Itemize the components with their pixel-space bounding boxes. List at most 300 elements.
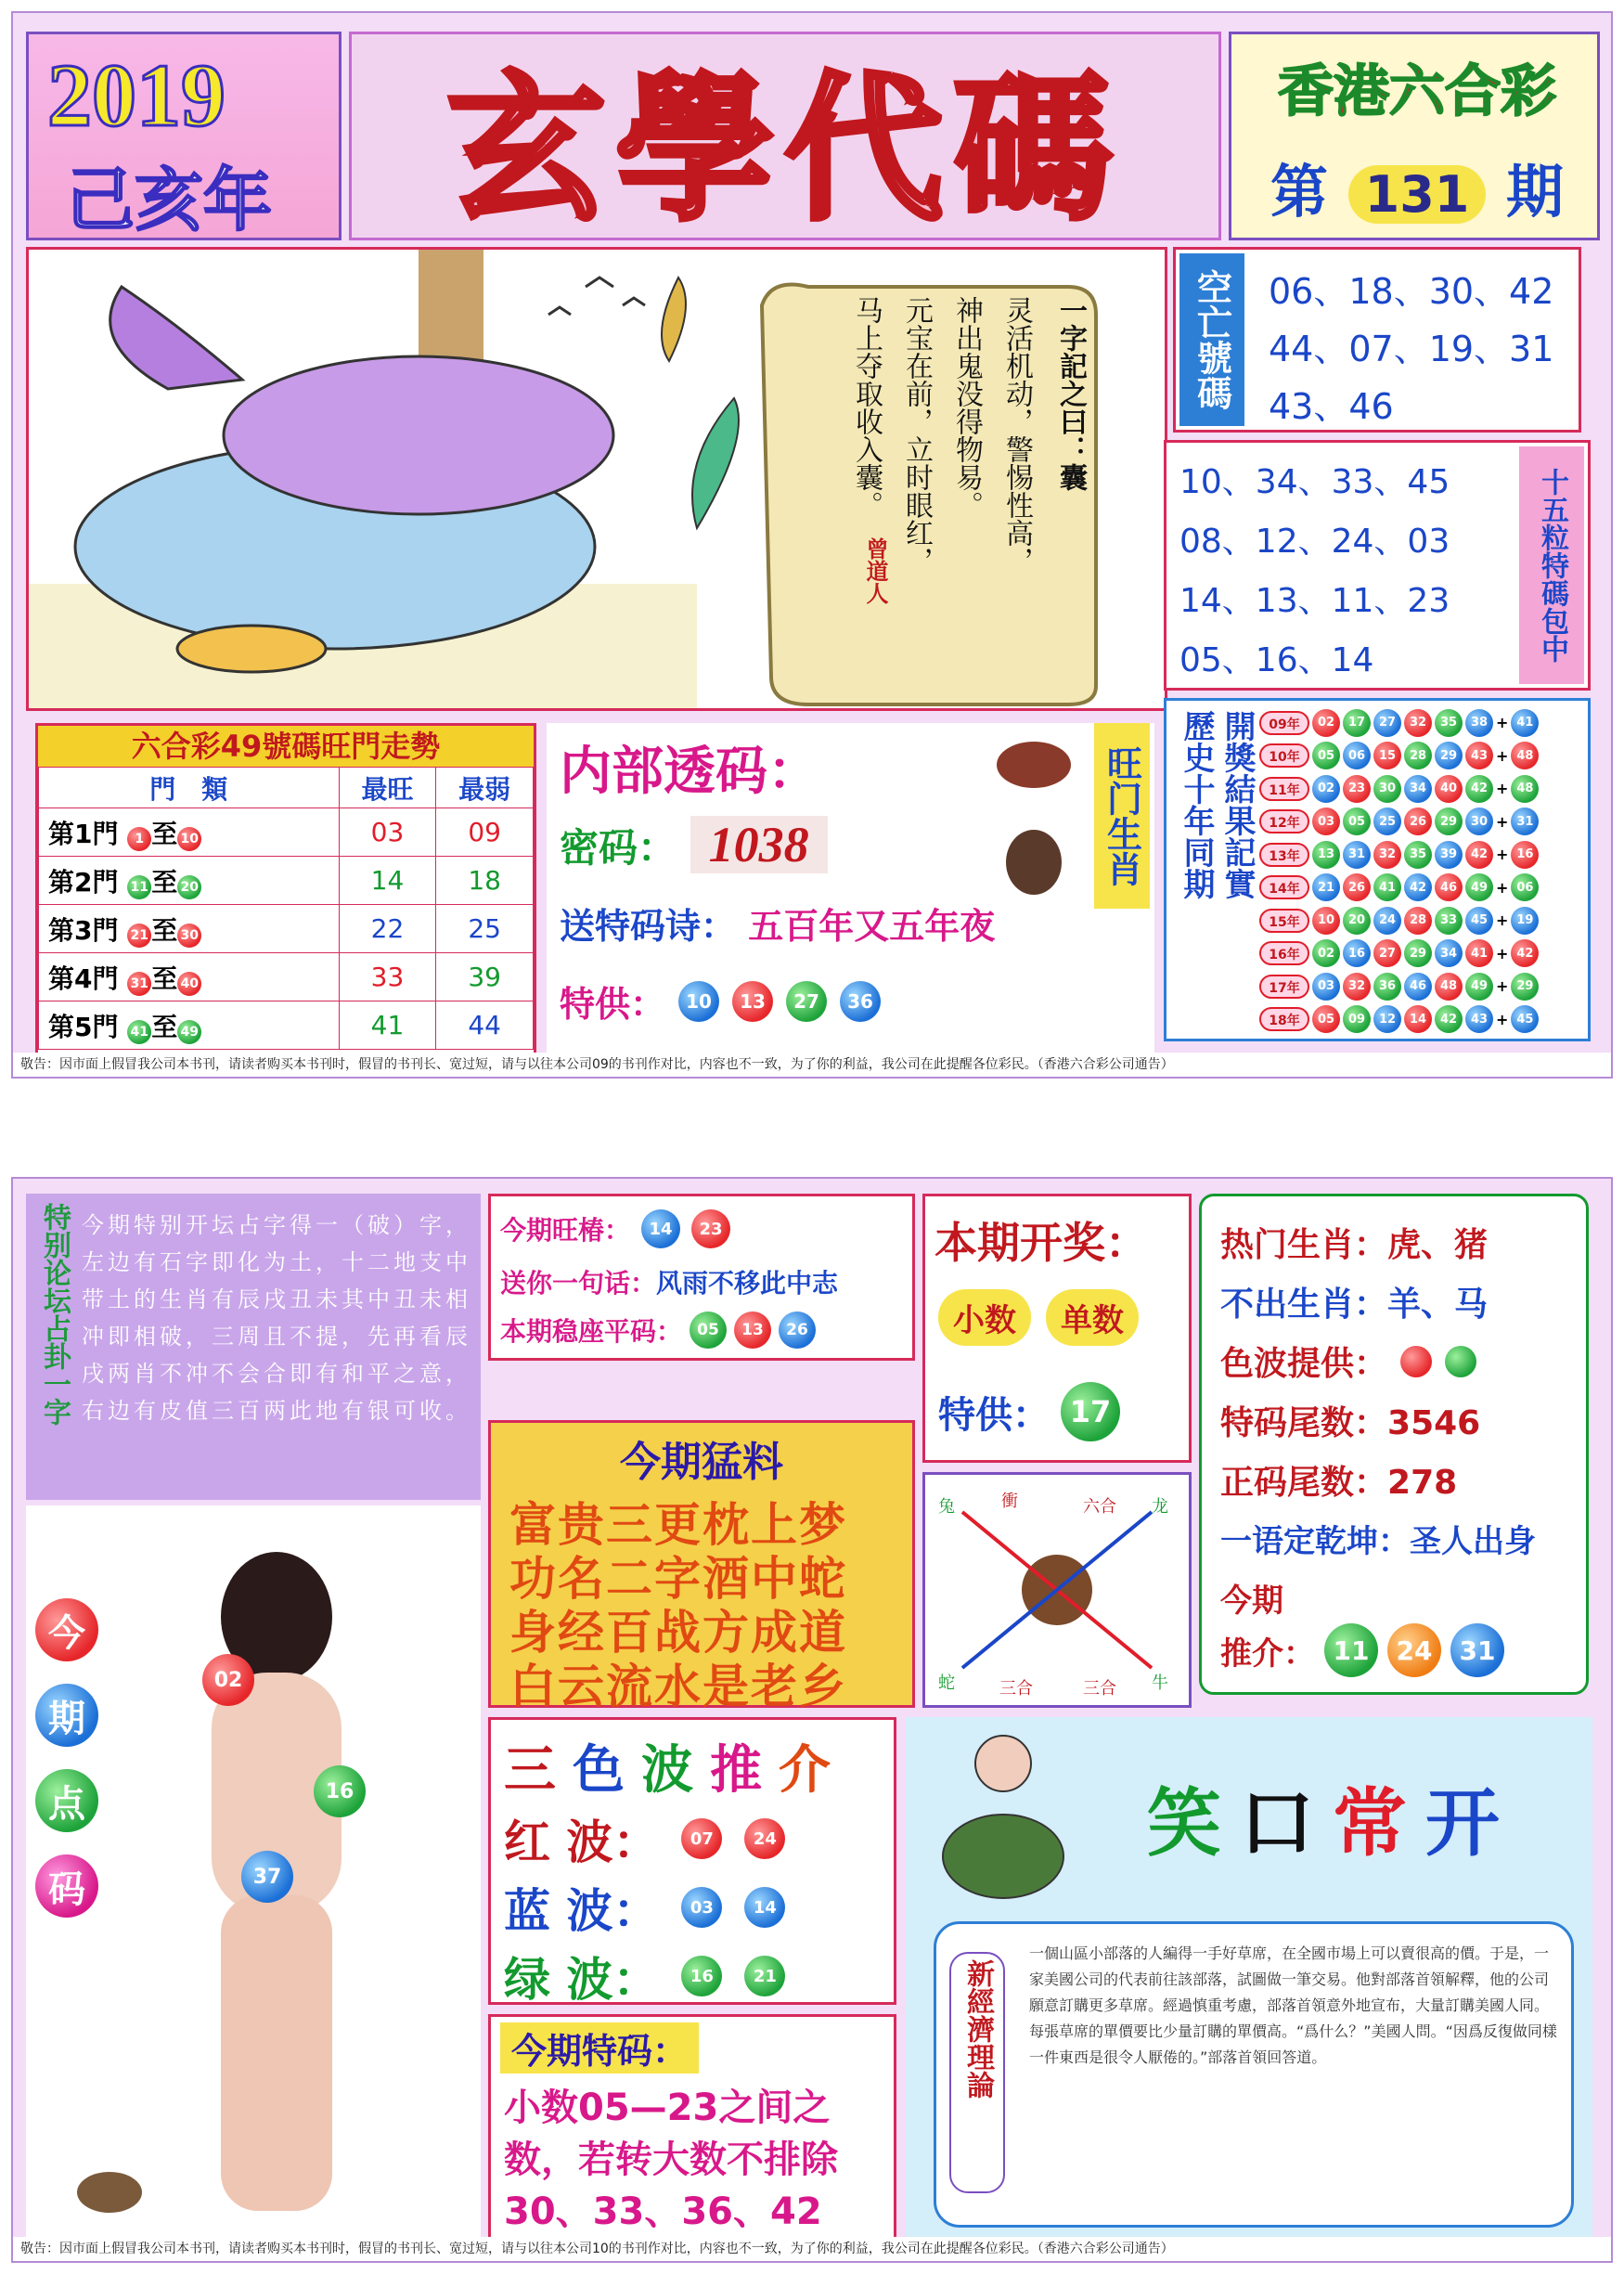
draw-special-line [938, 1382, 1120, 1441]
history-ball: 39 [1435, 841, 1463, 869]
compass-label: 蛇 [938, 1673, 955, 1693]
tail-normal: 278 [1387, 1464, 1458, 1502]
history-special-ball: 41 [1511, 709, 1539, 737]
history-ball: 29 [1435, 808, 1463, 835]
table-row [1259, 872, 1589, 905]
draw-tags [938, 1289, 1139, 1346]
history-ball: 14 [1404, 1005, 1432, 1033]
flat-line [500, 1311, 816, 1349]
history-ball: 02 [1312, 709, 1340, 737]
history-ball: 27 [1373, 939, 1401, 967]
history-plus: + [1496, 1010, 1509, 1028]
compass-label: 衝 [1001, 1492, 1018, 1511]
trend-hot: 22 [339, 905, 436, 953]
trend-label: 第4門 31 至 40 [39, 953, 340, 1001]
compass-label: 六合 [1083, 1497, 1116, 1517]
mouse-shape [77, 2172, 142, 2213]
monkey-shape [1006, 830, 1062, 895]
recommend-line [1220, 1623, 1504, 1677]
wave-title-char: 介 [779, 1740, 831, 1801]
draw-box [922, 1194, 1192, 1463]
history-ball: 31 [1343, 841, 1371, 869]
history-rows [1259, 706, 1589, 1036]
table-row [39, 953, 534, 1001]
history-ball: 26 [1343, 873, 1371, 901]
red-dot-icon [1400, 1346, 1432, 1377]
grass-shape [692, 398, 739, 528]
history-ball: 02 [1312, 775, 1340, 803]
history-plus: + [1496, 977, 1509, 996]
year-badge [26, 32, 342, 240]
special-label: 特供： [560, 984, 666, 1025]
notice-bar [13, 1053, 1613, 1077]
password-value: 1038 [690, 816, 828, 873]
trend-header-row [39, 768, 534, 808]
zodiac-year: 己亥年 [66, 161, 272, 240]
tail-special: 3546 [1387, 1404, 1481, 1442]
fifteen-number-line: 14、13、11、23 [1179, 582, 1450, 620]
tema-title: 今期特码： [500, 2022, 699, 2074]
history-ball: 06 [1343, 742, 1371, 769]
poem-line: 元宝在前，立时眼红， [900, 296, 933, 575]
table-row [1259, 970, 1589, 1003]
tail-special-label: 特码尾数： [1220, 1404, 1388, 1442]
history-ball: 40 [1435, 775, 1463, 803]
history-year: 16年 [1259, 941, 1309, 965]
compass-label: 三合 [999, 1679, 1033, 1699]
squirrel-shape [224, 356, 613, 514]
hot-zodiac: 虎、猪 [1387, 1226, 1489, 1264]
tema-text: 小数05—23之间之数，若转大数不排除30、33、36、42 [504, 2087, 838, 2233]
trend-hot: 41 [339, 1001, 436, 1050]
laugh-title [1147, 1764, 1500, 1870]
history-ball: 34 [1435, 939, 1463, 967]
history-ball: 28 [1404, 742, 1432, 769]
wang-box [488, 1194, 915, 1361]
green-dot-icon [1445, 1346, 1476, 1377]
history-ball: 32 [1373, 841, 1401, 869]
history-ball: 26 [1404, 808, 1432, 835]
history-special-ball: 06 [1511, 873, 1539, 901]
history-year: 10年 [1259, 743, 1309, 768]
fifteen-number-line: 10、34、33、45 [1179, 463, 1450, 501]
trend-hot: 14 [339, 857, 436, 905]
tema-box [488, 2014, 896, 2248]
wave-box [488, 1717, 896, 2005]
special-ball: 27 [786, 981, 827, 1022]
one-word: 风雨不移此中志 [656, 1268, 839, 1299]
password-line [560, 816, 828, 873]
compass-box [922, 1472, 1192, 1708]
draw-special-label: 特供： [938, 1393, 1050, 1437]
hot-zodiac-label: 热门生肖： [1220, 1226, 1388, 1264]
history-special-ball: 29 [1511, 973, 1539, 1001]
history-ball: 49 [1465, 873, 1493, 901]
trend-cold: 18 [436, 857, 534, 905]
forum-box [26, 1194, 481, 1500]
trend-header: 最旺 [339, 768, 436, 808]
meng-line: 富贵三更枕上梦 [509, 1498, 847, 1552]
compass-label: 三合 [1083, 1679, 1116, 1699]
wave-ball: 16 [681, 1956, 722, 1996]
trend-label: 第3門 21 至 30 [39, 905, 340, 953]
history-year: 17年 [1259, 975, 1309, 999]
draw-title: 本期开奖： [934, 1218, 1148, 1268]
special-ball: 36 [840, 981, 881, 1022]
point-char: 点 [35, 1769, 98, 1832]
history-year: 13年 [1259, 843, 1309, 867]
yiyu: 圣人出身 [1410, 1523, 1536, 1560]
compass-label: 龙 [1152, 1497, 1168, 1517]
history-ball: 28 [1404, 907, 1432, 935]
girl-photo-area [26, 1505, 481, 2248]
year: 2019 [47, 45, 226, 145]
bottom-page [11, 1177, 1613, 2263]
tail-shape [110, 287, 242, 389]
econ-side: 新經濟理論 [949, 1952, 1005, 2193]
history-ball: 03 [1312, 808, 1340, 835]
draw-tag: 小数 [938, 1289, 1031, 1346]
trend-label: 第5門 41 至 49 [39, 1001, 340, 1050]
history-ball: 42 [1465, 775, 1493, 803]
table-row [39, 808, 534, 857]
trend-cold: 25 [436, 905, 534, 953]
history-ball: 27 [1373, 709, 1401, 737]
brand-name: 香港六合彩 [1278, 59, 1556, 124]
history-ball: 25 [1373, 808, 1401, 835]
history-ball: 29 [1404, 939, 1432, 967]
wave-title-char: 推 [710, 1740, 762, 1801]
tail-normal-label: 正码尾数： [1220, 1464, 1388, 1502]
history-ball: 24 [1373, 907, 1401, 935]
history-ball: 12 [1373, 1005, 1401, 1033]
red-wave-line [504, 1805, 785, 1872]
table-row [1259, 772, 1589, 806]
history-ball: 15 [1373, 742, 1401, 769]
forum-text: 今期特别开坛占字得一（破）字，左边有石字即化为土，十二地支中带土的生肖有辰戌丑未其中丑未相冲即相破，三周且不提，先再看辰戌两肖不冲不会合即有和平之意，右边有皮值三百两此地有银可收。 [82, 1212, 471, 1424]
poem-line: 马上夺取收入囊。 [850, 296, 883, 519]
history-plus: + [1496, 846, 1509, 864]
one-word-line [500, 1263, 838, 1300]
flat-label: 本期稳座平码： [500, 1316, 683, 1347]
poem-header: 一字記之曰：囊 [1054, 296, 1087, 491]
meng-line: 白云流水是老乡 [509, 1660, 847, 1713]
history-plus: + [1496, 812, 1509, 831]
wave-ball: 21 [744, 1956, 785, 1996]
fifteen-numbers-box [1164, 440, 1591, 691]
blue-wave-label: 蓝 波： [504, 1884, 660, 1938]
history-special-ball: 16 [1511, 841, 1539, 869]
inner-title: 内部透码： [560, 742, 819, 802]
money-man-illustration [934, 1726, 1073, 1903]
poem-signature: 曾道人 [862, 537, 888, 604]
wave-ball: 07 [681, 1818, 722, 1859]
bird-shapes [548, 278, 645, 315]
wang-label: 今期旺椿： [500, 1215, 631, 1246]
history-ball: 42 [1404, 873, 1432, 901]
info-line [1220, 1397, 1480, 1444]
history-special-ball: 48 [1511, 742, 1539, 769]
girl-ball: 16 [314, 1765, 366, 1817]
password-label: 密码： [560, 825, 677, 871]
trend-header: 門 類 [39, 768, 340, 808]
empty-number-line: 44、07、19、31 [1269, 329, 1554, 369]
one-word-label: 送你一句话： [500, 1268, 657, 1299]
trend-cold: 09 [436, 808, 534, 857]
table-row [1259, 838, 1589, 872]
head-shape [975, 1736, 1031, 1791]
laugh-char: 常 [1333, 1780, 1407, 1867]
table-row [1259, 937, 1589, 971]
history-ball: 46 [1435, 873, 1463, 901]
table-row [39, 1001, 534, 1050]
history-ball: 35 [1435, 709, 1463, 737]
top-page [11, 11, 1613, 1079]
history-ball: 30 [1373, 775, 1401, 803]
econ-card [934, 1921, 1574, 2228]
history-ball: 34 [1404, 775, 1432, 803]
history-special-ball: 31 [1511, 808, 1539, 835]
history-ball: 23 [1343, 775, 1371, 803]
blue-wave-line [504, 1874, 785, 1941]
flat-ball: 05 [690, 1311, 727, 1349]
trend-label: 第2門 11 至 20 [39, 857, 340, 905]
recommend-ball: 24 [1387, 1623, 1441, 1677]
table-row [1259, 806, 1589, 839]
title-banner [349, 32, 1221, 240]
trend-table-box [35, 723, 536, 1062]
girl-ball: 37 [241, 1851, 293, 1903]
no-zodiac-label: 不出生肖： [1220, 1286, 1388, 1324]
point-side [35, 1598, 98, 1918]
recommend-label-1: 今期 [1220, 1583, 1283, 1620]
notice-text: 敬告：因市面上假冒我公司本书刊，请读者购买本书刊时，假冒的书刊长、宽过短，请与以往本公司10的书刊作对比，内容也不一致，为了你的利益，我公司在此提醒各位彩民。（香港六合彩公司通告） [20, 2242, 1174, 2256]
cartoon-area [26, 247, 1167, 711]
gift-poem: 五百年又五年夜 [748, 906, 996, 947]
history-year: 14年 [1259, 875, 1309, 899]
wave-title-char: 色 [573, 1740, 625, 1801]
history-ball: 49 [1465, 973, 1493, 1001]
yiyu-label: 一语定乾坤： [1220, 1523, 1410, 1560]
figure-legs [221, 1895, 332, 2211]
empty-number-line: 06、18、30、42 [1269, 271, 1554, 312]
leaf-shape [662, 278, 686, 361]
flat-ball: 26 [779, 1311, 816, 1349]
fifteen-title: 十五粒特碼包中 [1519, 446, 1584, 684]
issue-line [1231, 146, 1603, 228]
wave-ball: 03 [681, 1887, 722, 1928]
compass-label: 兔 [938, 1497, 955, 1517]
history-ball: 05 [1312, 1005, 1340, 1033]
history-ball: 42 [1435, 1005, 1463, 1033]
history-special-ball: 48 [1511, 775, 1539, 803]
laugh-char: 笑 [1147, 1780, 1221, 1867]
flat-ball: 13 [734, 1311, 771, 1349]
notice-bar [13, 2237, 1613, 2261]
history-special-ball: 42 [1511, 939, 1539, 967]
forum-side: 特别论坛占卦一字 [38, 1203, 71, 1426]
history-ball: 09 [1343, 1005, 1371, 1033]
issue-number: 131 [1348, 165, 1487, 224]
wang-line [500, 1209, 730, 1248]
wave-title-char: 波 [641, 1740, 693, 1801]
laugh-char: 开 [1425, 1780, 1500, 1867]
history-ball: 38 [1465, 709, 1493, 737]
info-line [1220, 1219, 1488, 1266]
history-plus: + [1496, 746, 1509, 765]
compass-illustration [925, 1475, 1189, 1705]
color-label: 色波提供： [1220, 1345, 1388, 1383]
recommend-label-2: 推介： [1220, 1634, 1315, 1673]
econ-text: 一個山區小部落的人編得一手好草席，在全國市場上可以賣很高的價。于是，一家美國公司的代表前往該部落，試圖做一筆交易。他對部落首領解釋，他的公司願意訂購更多草席。經過慎重考慮，部落首領意外地宣布，大量訂購美國人同。每張草席的單價要比少量訂購的單價高。“爲什么？”美國人問。“因爲反復做同樣一件東西是很令人厭倦的。”部落首領回答道。 [1029, 1945, 1557, 2066]
history-plus: + [1496, 878, 1509, 897]
recommend-ball: 31 [1450, 1623, 1504, 1677]
issue-prefix: 第 [1270, 158, 1329, 226]
history-special-ball: 19 [1511, 907, 1539, 935]
issue-suffix: 期 [1505, 158, 1564, 226]
econ-box [906, 1903, 1592, 2248]
ox-shape [997, 742, 1071, 788]
history-plus: + [1496, 911, 1509, 930]
history-ball: 13 [1312, 841, 1340, 869]
wave-title [504, 1729, 831, 1803]
page-title: 玄學代碼 [446, 58, 1123, 242]
notice-text: 敬告：因市面上假冒我公司本书刊，请读者购买本书刊时，假冒的书刊长、宽过短，请与以往本公司09的书刊作对比，内容也不一致，为了你的利益，我公司在此提醒各位彩民。（香港六合彩公司通告） [20, 1057, 1174, 1072]
trend-table [38, 767, 534, 1050]
inner-code-box [547, 723, 1154, 1062]
history-ball: 33 [1435, 907, 1463, 935]
history-ball: 05 [1343, 808, 1371, 835]
info-line [1220, 1516, 1536, 1561]
history-ball: 41 [1465, 939, 1493, 967]
table-row [1259, 1003, 1589, 1037]
history-ball: 32 [1404, 709, 1432, 737]
red-wave-label: 红 波： [504, 1815, 660, 1869]
empty-number-line: 43、46 [1269, 386, 1394, 427]
wang-ball: 14 [641, 1209, 680, 1248]
history-ball: 46 [1404, 973, 1432, 1001]
point-char: 期 [35, 1684, 98, 1747]
history-plus: + [1496, 714, 1509, 732]
trend-hot: 33 [339, 953, 436, 1001]
point-char: 今 [35, 1598, 98, 1661]
history-special-ball: 45 [1511, 1005, 1539, 1033]
history-ball: 21 [1312, 873, 1340, 901]
no-zodiac: 羊、马 [1387, 1286, 1489, 1324]
meng-title: 今期猛料 [620, 1439, 783, 1486]
wave-title-char: 三 [504, 1740, 556, 1801]
history-ball: 03 [1312, 973, 1340, 1001]
laugh-box [906, 1717, 1592, 1903]
history-plus: + [1496, 944, 1509, 963]
empty-title: 空亡號碼 [1179, 253, 1244, 426]
history-ball: 29 [1435, 742, 1463, 769]
history-ball: 30 [1465, 808, 1493, 835]
table-row [39, 857, 534, 905]
gift-poem-label: 送特码诗： [560, 906, 737, 947]
history-ball: 48 [1435, 973, 1463, 1001]
green-wave-line [504, 1943, 785, 2009]
table-row [39, 905, 534, 953]
point-char: 码 [35, 1854, 98, 1918]
girl-ball: 02 [202, 1654, 254, 1706]
poem-line: 神出鬼没得物易。 [950, 296, 983, 519]
meng-line: 功名二字酒中蛇 [509, 1552, 847, 1606]
history-year: 12年 [1259, 809, 1309, 833]
history-ball: 35 [1404, 841, 1432, 869]
history-title-2: 開獎結果記實 [1218, 710, 1256, 899]
trend-hot: 03 [339, 808, 436, 857]
poem-block [845, 296, 1037, 686]
gift-poem-line [560, 898, 995, 949]
wang-ball: 23 [691, 1209, 730, 1248]
history-year: 18年 [1259, 1007, 1309, 1031]
history-ball: 43 [1465, 1005, 1493, 1033]
draw-tag: 单数 [1046, 1289, 1139, 1346]
history-plus: + [1496, 780, 1509, 798]
money-bag-shape [943, 1815, 1063, 1898]
recommend-ball: 11 [1324, 1623, 1378, 1677]
table-row [1259, 740, 1589, 773]
wave-ball: 24 [744, 1818, 785, 1859]
history-ball: 32 [1343, 973, 1371, 1001]
info-line [1220, 1337, 1476, 1385]
draw-special: 17 [1061, 1382, 1120, 1441]
special-ball: 13 [732, 981, 773, 1022]
meng-box [488, 1420, 915, 1713]
special-ball: 10 [678, 981, 719, 1022]
compass-label: 牛 [1152, 1673, 1168, 1693]
history-ball: 20 [1343, 907, 1371, 935]
history-ball: 43 [1465, 742, 1493, 769]
info-line [1220, 1278, 1488, 1325]
history-box [1164, 698, 1591, 1041]
trend-cold: 39 [436, 953, 534, 1001]
wang-title: 旺门生肖 [1094, 723, 1150, 909]
trend-header: 最弱 [436, 768, 534, 808]
history-ball: 02 [1312, 939, 1340, 967]
green-wave-label: 绿 波： [504, 1953, 660, 2007]
history-title: 歷史十年同期 [1178, 710, 1215, 899]
history-ball: 16 [1343, 939, 1371, 967]
history-ball: 42 [1465, 841, 1493, 869]
trend-cold: 44 [436, 1001, 534, 1050]
ingots-shape [177, 626, 326, 672]
history-ball: 17 [1343, 709, 1371, 737]
info-box [1199, 1194, 1589, 1695]
fifteen-number-line: 08、12、24、03 [1179, 523, 1450, 561]
trend-title: 六合彩49號碼旺門走勢 [38, 726, 534, 767]
history-ball: 05 [1312, 742, 1340, 769]
brand-box [1229, 32, 1600, 240]
ox-monkey-illustration [983, 723, 1085, 909]
trend-label: 第1門 1 至 10 [39, 808, 340, 857]
history-year: 15年 [1259, 909, 1309, 933]
empty-numbers-box [1173, 247, 1581, 433]
history-ball: 41 [1373, 873, 1401, 901]
history-ball: 36 [1373, 973, 1401, 1001]
special-line [560, 975, 881, 1027]
table-row [1259, 904, 1589, 937]
wave-ball: 14 [744, 1887, 785, 1928]
laugh-char: 口 [1240, 1780, 1314, 1867]
fifteen-number-line: 05、16、14 [1179, 641, 1374, 679]
info-line [1220, 1456, 1457, 1504]
history-year: 09年 [1259, 711, 1309, 735]
history-year: 11年 [1259, 777, 1309, 801]
history-ball: 45 [1465, 907, 1493, 935]
poem-line: 灵活机动，警惕性高， [1000, 296, 1033, 575]
